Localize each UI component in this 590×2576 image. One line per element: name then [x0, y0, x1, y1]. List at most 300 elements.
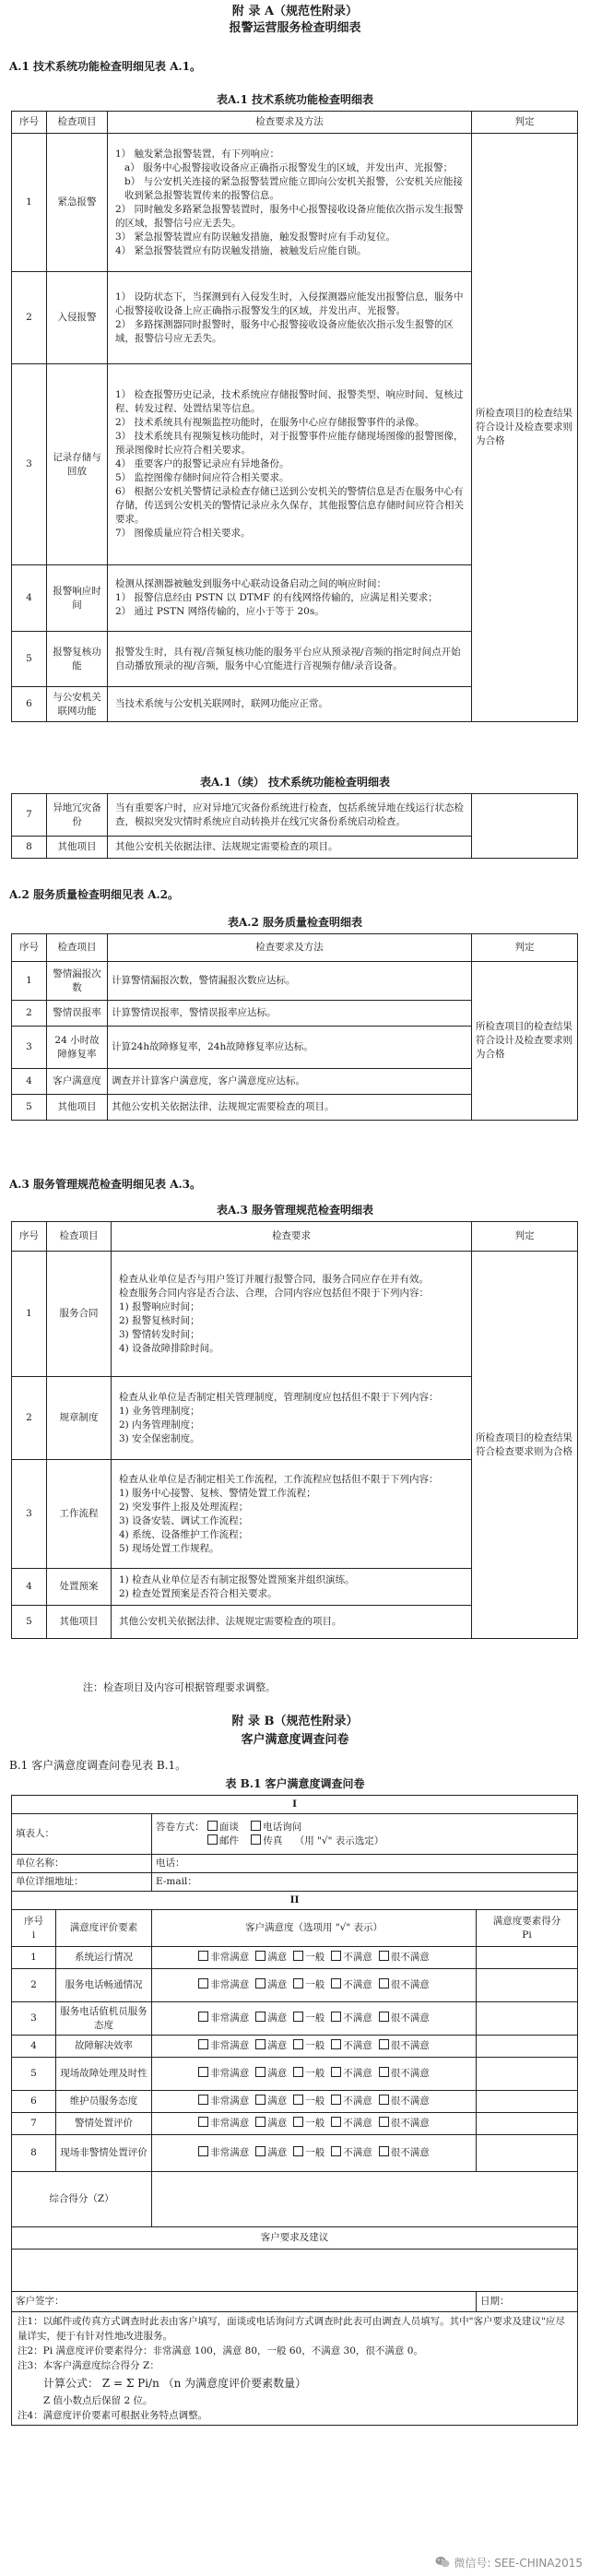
- req-line: 2) 突发事件上报及处理流程；: [119, 1501, 249, 1513]
- level-option[interactable]: [198, 1952, 249, 1963]
- row-item: 规章制度: [47, 1377, 112, 1460]
- section-a2-heading: A.2 服务质量检查明细见表 A.2。: [9, 888, 180, 901]
- level-label: 很不满意: [390, 2012, 430, 2024]
- header-item: 检查项目: [47, 934, 108, 962]
- row-item: 其他项目: [47, 1095, 108, 1121]
- level-option[interactable]: [379, 2118, 430, 2129]
- survey-row-score[interactable]: [477, 2058, 578, 2091]
- level-option[interactable]: [379, 1979, 430, 1990]
- survey-row-no: 3: [12, 2002, 56, 2036]
- survey-row-no: 2: [12, 1969, 56, 2002]
- watermark-text: 微信号: SEE-CHINA2015: [454, 2557, 583, 2570]
- level-label: 一般: [305, 2012, 325, 2024]
- level-checkbox[interactable]: [379, 2117, 389, 2127]
- survey-row-levels[interactable]: [152, 2113, 477, 2135]
- req-line: 3） 紧急报警装置应有防误触发措施，触发报警时应有手动复位。: [115, 231, 396, 243]
- header-verdict: 判定: [472, 112, 578, 134]
- col-no-i: i: [31, 1929, 36, 1941]
- level-label: 不满意: [343, 2012, 372, 2024]
- level-label: 很不满意: [390, 2118, 430, 2129]
- level-checkbox[interactable]: [293, 2095, 303, 2105]
- level-option[interactable]: [293, 2040, 324, 2051]
- req-line: 6） 根据公安机关警情记录检查存储已送到公安机关的警情信息是否在服务中心有存储，传送到公安机关的警情记录应永久保存，其他报警信息存储时间应符合相关要求。: [115, 486, 464, 525]
- level-checkbox[interactable]: [379, 2095, 389, 2105]
- row-no: 1: [12, 1252, 47, 1377]
- row-no: 5: [12, 1095, 47, 1121]
- level-checkbox[interactable]: [331, 1978, 341, 1988]
- level-checkbox[interactable]: [331, 2012, 341, 2022]
- req-line: 检查从业单位是否制定相关管理制度，管理制度应包括但不限于下列内容：: [119, 1391, 439, 1403]
- row-req: [112, 1252, 472, 1377]
- row-req: [108, 632, 472, 687]
- total-score-value[interactable]: [152, 2172, 578, 2227]
- note-line: 注3：本客户满意度综合得分 Z：: [18, 2360, 159, 2371]
- table-a2: [11, 933, 578, 1121]
- level-checkbox[interactable]: [255, 2095, 266, 2105]
- checkbox-mail[interactable]: [207, 1834, 218, 1845]
- note-line: 注4：满意度评价要素可根据业务特点调整。: [18, 2410, 208, 2421]
- part-one-label: I: [12, 1796, 578, 1814]
- level-option[interactable]: [198, 2012, 249, 2024]
- level-option[interactable]: [255, 2012, 287, 2024]
- req-line: 1) 服务中心接警、复核、警情处置工作流程；: [119, 1487, 316, 1499]
- level-checkbox[interactable]: [293, 1978, 303, 1988]
- table-b1-notes: [12, 2312, 578, 2426]
- level-option[interactable]: [198, 1979, 249, 1990]
- note-line: Z 值小数点后保留 2 位。: [43, 2395, 153, 2406]
- row-req: [108, 794, 472, 837]
- appendix-b-subtitle: 客户满意度调查问卷: [241, 1733, 349, 1747]
- req-line: 其他公安机关依据法律、法规规定需要检查的项目。: [119, 1616, 342, 1627]
- survey-row-levels[interactable]: [152, 2091, 477, 2113]
- level-checkbox[interactable]: [293, 2039, 303, 2049]
- part-two-label: II: [12, 1892, 578, 1910]
- row-verdict: 所检查项目的检查结果符合设计及检查要求则为合格: [472, 962, 578, 1121]
- survey-row: [12, 2058, 578, 2091]
- header-verdict: 判定: [472, 934, 578, 962]
- level-option[interactable]: [331, 2147, 372, 2158]
- row-no: 2: [12, 1001, 47, 1027]
- level-checkbox[interactable]: [331, 2117, 341, 2127]
- survey-row-item: 系统运行情况: [56, 1947, 152, 1969]
- req-line: 5） 监控图像存储时间应符合相关要求。: [115, 472, 289, 483]
- req-line: 2） 技术系统具有视频监控功能时，在服务中心应存储报警事件的录像。: [115, 417, 425, 428]
- row-item: 客户满意度: [47, 1069, 108, 1095]
- header-req: 检查要求及方法: [108, 934, 472, 962]
- level-option[interactable]: [255, 2095, 287, 2107]
- row-no: 4: [12, 1569, 47, 1606]
- survey-row-no: 6: [12, 2091, 56, 2113]
- level-checkbox[interactable]: [331, 2095, 341, 2105]
- header-req: 检查要求: [112, 1222, 472, 1252]
- row-no: 1: [12, 134, 47, 272]
- level-option[interactable]: [198, 2118, 249, 2129]
- level-label: 满意: [267, 2068, 288, 2079]
- level-checkbox[interactable]: [255, 2117, 266, 2127]
- row-no: 7: [12, 794, 47, 837]
- level-option[interactable]: [255, 2068, 287, 2079]
- level-option[interactable]: [379, 2012, 430, 2024]
- survey-row-levels[interactable]: [152, 2058, 477, 2091]
- level-label: 满意: [267, 2147, 288, 2158]
- header-req: 检查要求及方法: [108, 112, 472, 134]
- level-option[interactable]: [293, 1952, 324, 1963]
- level-option[interactable]: [293, 2118, 324, 2129]
- req-line: 1) 业务管理制度；: [119, 1405, 200, 1417]
- level-checkbox[interactable]: [379, 2039, 389, 2049]
- row-req: [112, 1460, 472, 1569]
- checkbox-fax[interactable]: [251, 1834, 261, 1845]
- level-option[interactable]: [331, 1952, 372, 1963]
- level-label: 一般: [305, 1979, 325, 1990]
- level-label: 一般: [305, 2118, 325, 2129]
- row-no: 1: [12, 962, 47, 1001]
- appendix-a-title: 附 录 A（规范性附录）: [231, 5, 359, 18]
- level-checkbox[interactable]: [198, 2067, 208, 2077]
- req-line: 2) 内务管理制度；: [119, 1419, 200, 1430]
- survey-row-score[interactable]: [477, 2113, 578, 2135]
- survey-row-item: 警情处置评价: [56, 2113, 152, 2135]
- level-label: 满意: [267, 2040, 288, 2051]
- option-mail-label: 邮件: [219, 1834, 239, 1846]
- row-item: 报警复核功能: [47, 632, 108, 687]
- survey-row: [12, 2091, 578, 2113]
- survey-row-score[interactable]: [477, 1969, 578, 2002]
- level-option[interactable]: [293, 1979, 324, 1990]
- row-item: 服务合同: [47, 1252, 112, 1377]
- survey-row-item: 服务电话畅通情况: [56, 1969, 152, 2002]
- level-option[interactable]: [379, 2040, 430, 2051]
- req-line: 当有重要客户时，应对异地冗灾备份系统进行检查，包括系统异地在线运行状态检查，模拟突发灾情时系统应自动转换并在线冗灾备份系统启动检查。: [115, 801, 464, 827]
- level-label: 不满意: [343, 2040, 372, 2051]
- row-req: 其他公安机关依据法律、法规规定需要检查的项目。: [108, 1095, 472, 1121]
- req-line: 4） 重要客户的报警记录应有异地备份。: [115, 458, 289, 469]
- col-score-header: [477, 1910, 578, 1947]
- table-a1-cont-caption: 表A.1（续） 技术系统功能检查明细表: [199, 776, 391, 789]
- level-checkbox[interactable]: [255, 1978, 266, 1988]
- table-a2-caption: 表A.2 服务质量检查明细表: [227, 916, 363, 929]
- table-row: [12, 1252, 578, 1377]
- level-checkbox[interactable]: [198, 2117, 208, 2127]
- row-no: 5: [12, 1606, 47, 1639]
- req-line: 1） 触发紧急报警装置，有下列响应：: [115, 148, 280, 160]
- req-line: 5) 现场处置工作规程。: [119, 1542, 219, 1554]
- header-no: 序号: [12, 1222, 47, 1252]
- level-checkbox[interactable]: [331, 2039, 341, 2049]
- row-item: 入侵报警: [47, 272, 108, 364]
- row-req: [108, 687, 472, 722]
- table-a1-cont: [11, 793, 578, 859]
- level-option[interactable]: [255, 1979, 287, 1990]
- answer-way-label: 答卷方式：: [156, 1821, 205, 1833]
- level-label: 非常满意: [210, 2068, 250, 2079]
- level-label: 很不满意: [390, 2147, 430, 2158]
- level-checkbox[interactable]: [198, 1978, 208, 1988]
- level-label: 不满意: [343, 2068, 372, 2079]
- level-label: 非常满意: [210, 2012, 250, 2024]
- survey-row-levels[interactable]: [152, 2135, 477, 2172]
- survey-row-no: 8: [12, 2135, 56, 2172]
- survey-row-item: 现场非警情处置评价: [56, 2135, 152, 2172]
- req-line: 3） 技术系统具有视频复核功能时，对于报警事件应能存储现场图像的报警图像，预录图像时长应符合相关要求。: [115, 431, 464, 456]
- survey-row-no: 7: [12, 2113, 56, 2135]
- table-a1: [11, 111, 578, 722]
- advice-field[interactable]: [12, 2250, 578, 2292]
- advice-label: 客户要求及建议: [12, 2227, 578, 2250]
- total-score-label: 综合得分（Z）: [12, 2172, 152, 2227]
- level-checkbox[interactable]: [198, 2095, 208, 2105]
- level-option[interactable]: [198, 2068, 249, 2079]
- row-verdict: 所检查项目的检查结果符合设计及检查要求则为合格: [472, 134, 578, 722]
- req-line: 2） 通过 PSTN 网络传输的，应小于等于 20s。: [115, 606, 324, 617]
- email-label: E-mail：: [156, 1876, 197, 1887]
- level-option[interactable]: [255, 1952, 287, 1963]
- table-row: [12, 794, 578, 837]
- row-item: 报警响应时间: [47, 565, 108, 632]
- checkbox-phone[interactable]: [251, 1821, 261, 1831]
- level-checkbox[interactable]: [255, 2067, 266, 2077]
- level-option[interactable]: [379, 1952, 430, 1963]
- level-checkbox[interactable]: [293, 1951, 303, 1961]
- level-label: 满意: [267, 2118, 288, 2129]
- req-line: 报警发生时，具有视/音频复核功能的服务平台应从预录视/音频的指定时间点开始自动播放预录的视/音频，服务中心宜能进行音视频存储/录音设备。: [115, 646, 461, 671]
- req-line: a） 服务中心报警接收设备应正确指示报警发生的区域，并发出声、光报警；: [124, 161, 454, 173]
- level-option[interactable]: [331, 2040, 372, 2051]
- survey-row-score[interactable]: [477, 1947, 578, 1969]
- survey-row-score[interactable]: [477, 2135, 578, 2172]
- survey-row-levels[interactable]: [152, 1969, 477, 2002]
- level-checkbox[interactable]: [379, 2146, 389, 2156]
- req-line: 当技术系统与公安机关联网时，联网功能应正常。: [115, 698, 328, 709]
- row-item: 处置预案: [47, 1569, 112, 1606]
- level-option[interactable]: [379, 2095, 430, 2107]
- note-line: 注2：Pi 满意度评价要素得分：非常满意 100，满意 80，一般 60，不满意 30，很不满意 0。: [18, 2345, 423, 2356]
- row-req: [108, 272, 472, 364]
- level-checkbox[interactable]: [331, 2067, 341, 2077]
- req-line: 检查服务合同内容是否合法、合理，合同内容应包括但不限于下列内容：: [119, 1287, 429, 1299]
- level-option[interactable]: [293, 2012, 324, 2024]
- fill-person-cell: [12, 1814, 152, 1855]
- level-label: 不满意: [343, 1952, 372, 1963]
- level-option[interactable]: [331, 2012, 372, 2024]
- survey-row-score[interactable]: [477, 2002, 578, 2036]
- level-label: 很不满意: [390, 2040, 430, 2051]
- level-label: 很不满意: [390, 1952, 430, 1963]
- survey-row-levels[interactable]: [152, 2002, 477, 2036]
- level-checkbox[interactable]: [293, 2012, 303, 2022]
- row-req: [112, 1569, 472, 1606]
- sign-label: 客户签字：: [16, 2296, 65, 2307]
- level-label: 非常满意: [210, 1952, 250, 1963]
- col-no-header: [12, 1910, 56, 1947]
- unit-name-label: 单位名称：: [16, 1858, 65, 1869]
- appendix-a-subtitle: 报警运营服务检查明细表: [229, 21, 361, 35]
- req-line: 2） 多路探测器同时报警时，服务中心报警接收设备应能依次指示发生报警的区域，报警信号应无丢失。: [115, 318, 454, 344]
- option-fax-label: 传真: [263, 1834, 283, 1846]
- level-label: 很不满意: [390, 2095, 430, 2107]
- row-no: 2: [12, 1377, 47, 1460]
- row-item: 异地冗灾备份: [47, 794, 108, 837]
- col-item-header: 满意度评价要素: [56, 1910, 152, 1947]
- row-no: 4: [12, 1069, 47, 1095]
- level-checkbox[interactable]: [379, 1978, 389, 1988]
- level-option[interactable]: [293, 2095, 324, 2107]
- level-label: 非常满意: [210, 2118, 250, 2129]
- survey-row-no: 5: [12, 2058, 56, 2091]
- survey-row-levels[interactable]: [152, 2036, 477, 2058]
- date-cell[interactable]: [477, 2292, 578, 2312]
- level-checkbox[interactable]: [293, 2146, 303, 2156]
- level-option[interactable]: [255, 2040, 287, 2051]
- level-label: 一般: [305, 2095, 325, 2107]
- sign-cell[interactable]: [12, 2292, 477, 2312]
- row-verdict: [472, 794, 578, 859]
- row-no: 5: [12, 632, 47, 687]
- unit-name-cell[interactable]: [12, 1855, 152, 1873]
- level-option[interactable]: [198, 2147, 249, 2158]
- table-a3-note: 注：检查项目及内容可根据管理要求调整。: [83, 1681, 276, 1693]
- survey-row: [12, 1947, 578, 1969]
- survey-row-levels[interactable]: [152, 1947, 477, 1969]
- level-label: 满意: [267, 1952, 288, 1963]
- level-checkbox[interactable]: [379, 1951, 389, 1961]
- section-b1-heading: B.1 客户满意度调查问卷见表 B.1。: [9, 1759, 187, 1772]
- row-no: 3: [12, 364, 47, 565]
- wechat-icon: [435, 2556, 450, 2569]
- level-label: 一般: [305, 2040, 325, 2051]
- level-option[interactable]: [198, 2095, 249, 2107]
- level-checkbox[interactable]: [255, 1951, 266, 1961]
- row-req: 计算警情误报率，警情误报率应达标。: [108, 1001, 472, 1027]
- table-a3-caption: 表A.3 服务管理规范检查明细表: [216, 1204, 374, 1217]
- level-option[interactable]: [331, 2095, 372, 2107]
- checkbox-interview[interactable]: [207, 1821, 218, 1831]
- level-checkbox[interactable]: [198, 2012, 208, 2022]
- level-option[interactable]: [379, 2068, 430, 2079]
- level-checkbox[interactable]: [379, 2012, 389, 2022]
- level-checkbox[interactable]: [198, 1951, 208, 1961]
- survey-row-item: 故障解决效率: [56, 2036, 152, 2058]
- survey-row-item: 维护员服务态度: [56, 2091, 152, 2113]
- note-line: 注1：以邮件或传真方式调查时此表由客户填写，面谈或电话询问方式调查时此表可由调查人员填写。其中"客户要求及建议"应尽量详实，便于有针对性地改进服务。: [18, 2316, 565, 2342]
- row-item: 记录存储与回放: [47, 364, 108, 565]
- level-option[interactable]: [293, 2068, 324, 2079]
- req-line: 2) 报警复核时间；: [119, 1314, 200, 1326]
- col-no-label: 序号: [24, 1915, 43, 1927]
- survey-row-no: 4: [12, 2036, 56, 2058]
- address-cell[interactable]: [12, 1873, 152, 1892]
- row-item: 其他项目: [47, 837, 108, 859]
- req-line: 3) 安全保密制度。: [119, 1432, 200, 1444]
- row-req: [108, 134, 472, 272]
- header-no: 序号: [12, 112, 47, 134]
- survey-row-item: 服务电话值机员服务态度: [56, 2002, 152, 2036]
- req-line: 检查从业单位是否制定相关工作流程，工作流程应包括但不限于下列内容：: [119, 1473, 439, 1485]
- row-item: 与公安机关联网功能: [47, 687, 108, 722]
- level-label: 非常满意: [210, 2147, 250, 2158]
- row-no: 2: [12, 272, 47, 364]
- level-label: 不满意: [343, 2118, 372, 2129]
- level-checkbox[interactable]: [255, 2012, 266, 2022]
- survey-row: [12, 2036, 578, 2058]
- survey-row: [12, 2113, 578, 2135]
- section-a1-heading: A.1 技术系统功能检查明细见表 A.1。: [9, 60, 202, 73]
- level-option[interactable]: [198, 2040, 249, 2051]
- table-b1-caption: 表 B.1 客户满意度调查问卷: [225, 1777, 365, 1790]
- level-label: 一般: [305, 2068, 325, 2079]
- level-option[interactable]: [379, 2147, 430, 2158]
- row-req: 调查并计算客户满意度，客户满意度应达标。: [108, 1069, 472, 1095]
- level-label: 很不满意: [390, 2068, 430, 2079]
- appendix-b-title: 附 录 B（规范性附录）: [231, 1715, 359, 1728]
- level-option[interactable]: [331, 2068, 372, 2079]
- row-item: 紧急报警: [47, 134, 108, 272]
- row-item: 其他项目: [47, 1606, 112, 1639]
- level-label: 满意: [267, 2012, 288, 2024]
- level-checkbox[interactable]: [198, 2146, 208, 2156]
- row-item: 警情漏报次数: [47, 962, 108, 1001]
- table-a3: [11, 1221, 578, 1639]
- level-label: 一般: [305, 1952, 325, 1963]
- survey-row-item: 现场故障处理及时性: [56, 2058, 152, 2091]
- level-checkbox[interactable]: [198, 2039, 208, 2049]
- row-no: 3: [12, 1460, 47, 1569]
- email-cell[interactable]: [152, 1873, 578, 1892]
- req-line: 3) 警情转发时间；: [119, 1328, 200, 1340]
- row-no: 8: [12, 837, 47, 859]
- level-checkbox[interactable]: [255, 2039, 266, 2049]
- level-label: 不满意: [343, 2095, 372, 2107]
- req-line: 7） 图像质量应符合相关要求。: [115, 528, 251, 539]
- row-req: [112, 1606, 472, 1639]
- survey-row: [12, 2002, 578, 2036]
- req-line: 1） 报警信息经由 PSTN 以 DTMF 的有线网络传输的，应满足相关要求；: [115, 592, 438, 603]
- level-checkbox[interactable]: [331, 1951, 341, 1961]
- survey-row-score[interactable]: [477, 2091, 578, 2113]
- level-checkbox[interactable]: [293, 2117, 303, 2127]
- level-option[interactable]: [255, 2147, 287, 2158]
- level-option[interactable]: [293, 2147, 324, 2158]
- level-label: 满意: [267, 1979, 288, 1990]
- req-line: 4） 紧急报警装置应有防误触发措施，被触发后应能自锁。: [115, 244, 367, 256]
- req-line: 4) 设备故障排除时间。: [119, 1342, 219, 1354]
- level-label: 非常满意: [210, 2040, 250, 2051]
- option-interview-label: 面谈: [218, 1821, 239, 1833]
- row-verdict: 所检查项目的检查结果符合检查要求则为合格: [472, 1252, 578, 1639]
- req-line: 1） 检查报警历史记录，技术系统应存储报警时间、报警类型、响应时间、复核过程、转发过程、处置结果等信息。: [115, 389, 464, 414]
- survey-row-score[interactable]: [477, 2036, 578, 2058]
- level-label: 非常满意: [210, 1979, 250, 1990]
- level-label: 满意: [267, 2095, 288, 2107]
- date-label: 日期：: [480, 2296, 510, 2307]
- row-no: 6: [12, 687, 47, 722]
- header-no: 序号: [12, 934, 47, 962]
- level-label: 不满意: [343, 2147, 372, 2158]
- level-checkbox[interactable]: [331, 2146, 341, 2156]
- level-checkbox[interactable]: [293, 2067, 303, 2077]
- level-checkbox[interactable]: [379, 2067, 389, 2077]
- row-no: 4: [12, 565, 47, 632]
- level-option[interactable]: [331, 1979, 372, 1990]
- level-option[interactable]: [255, 2118, 287, 2129]
- level-option[interactable]: [331, 2118, 372, 2129]
- phone-cell[interactable]: [152, 1855, 578, 1873]
- level-checkbox[interactable]: [255, 2146, 266, 2156]
- row-item: 警情误报率: [47, 1001, 108, 1027]
- row-req: [108, 565, 472, 632]
- table-a1-caption: 表A.1 技术系统功能检查明细表: [216, 93, 374, 106]
- table-row: [12, 962, 578, 1001]
